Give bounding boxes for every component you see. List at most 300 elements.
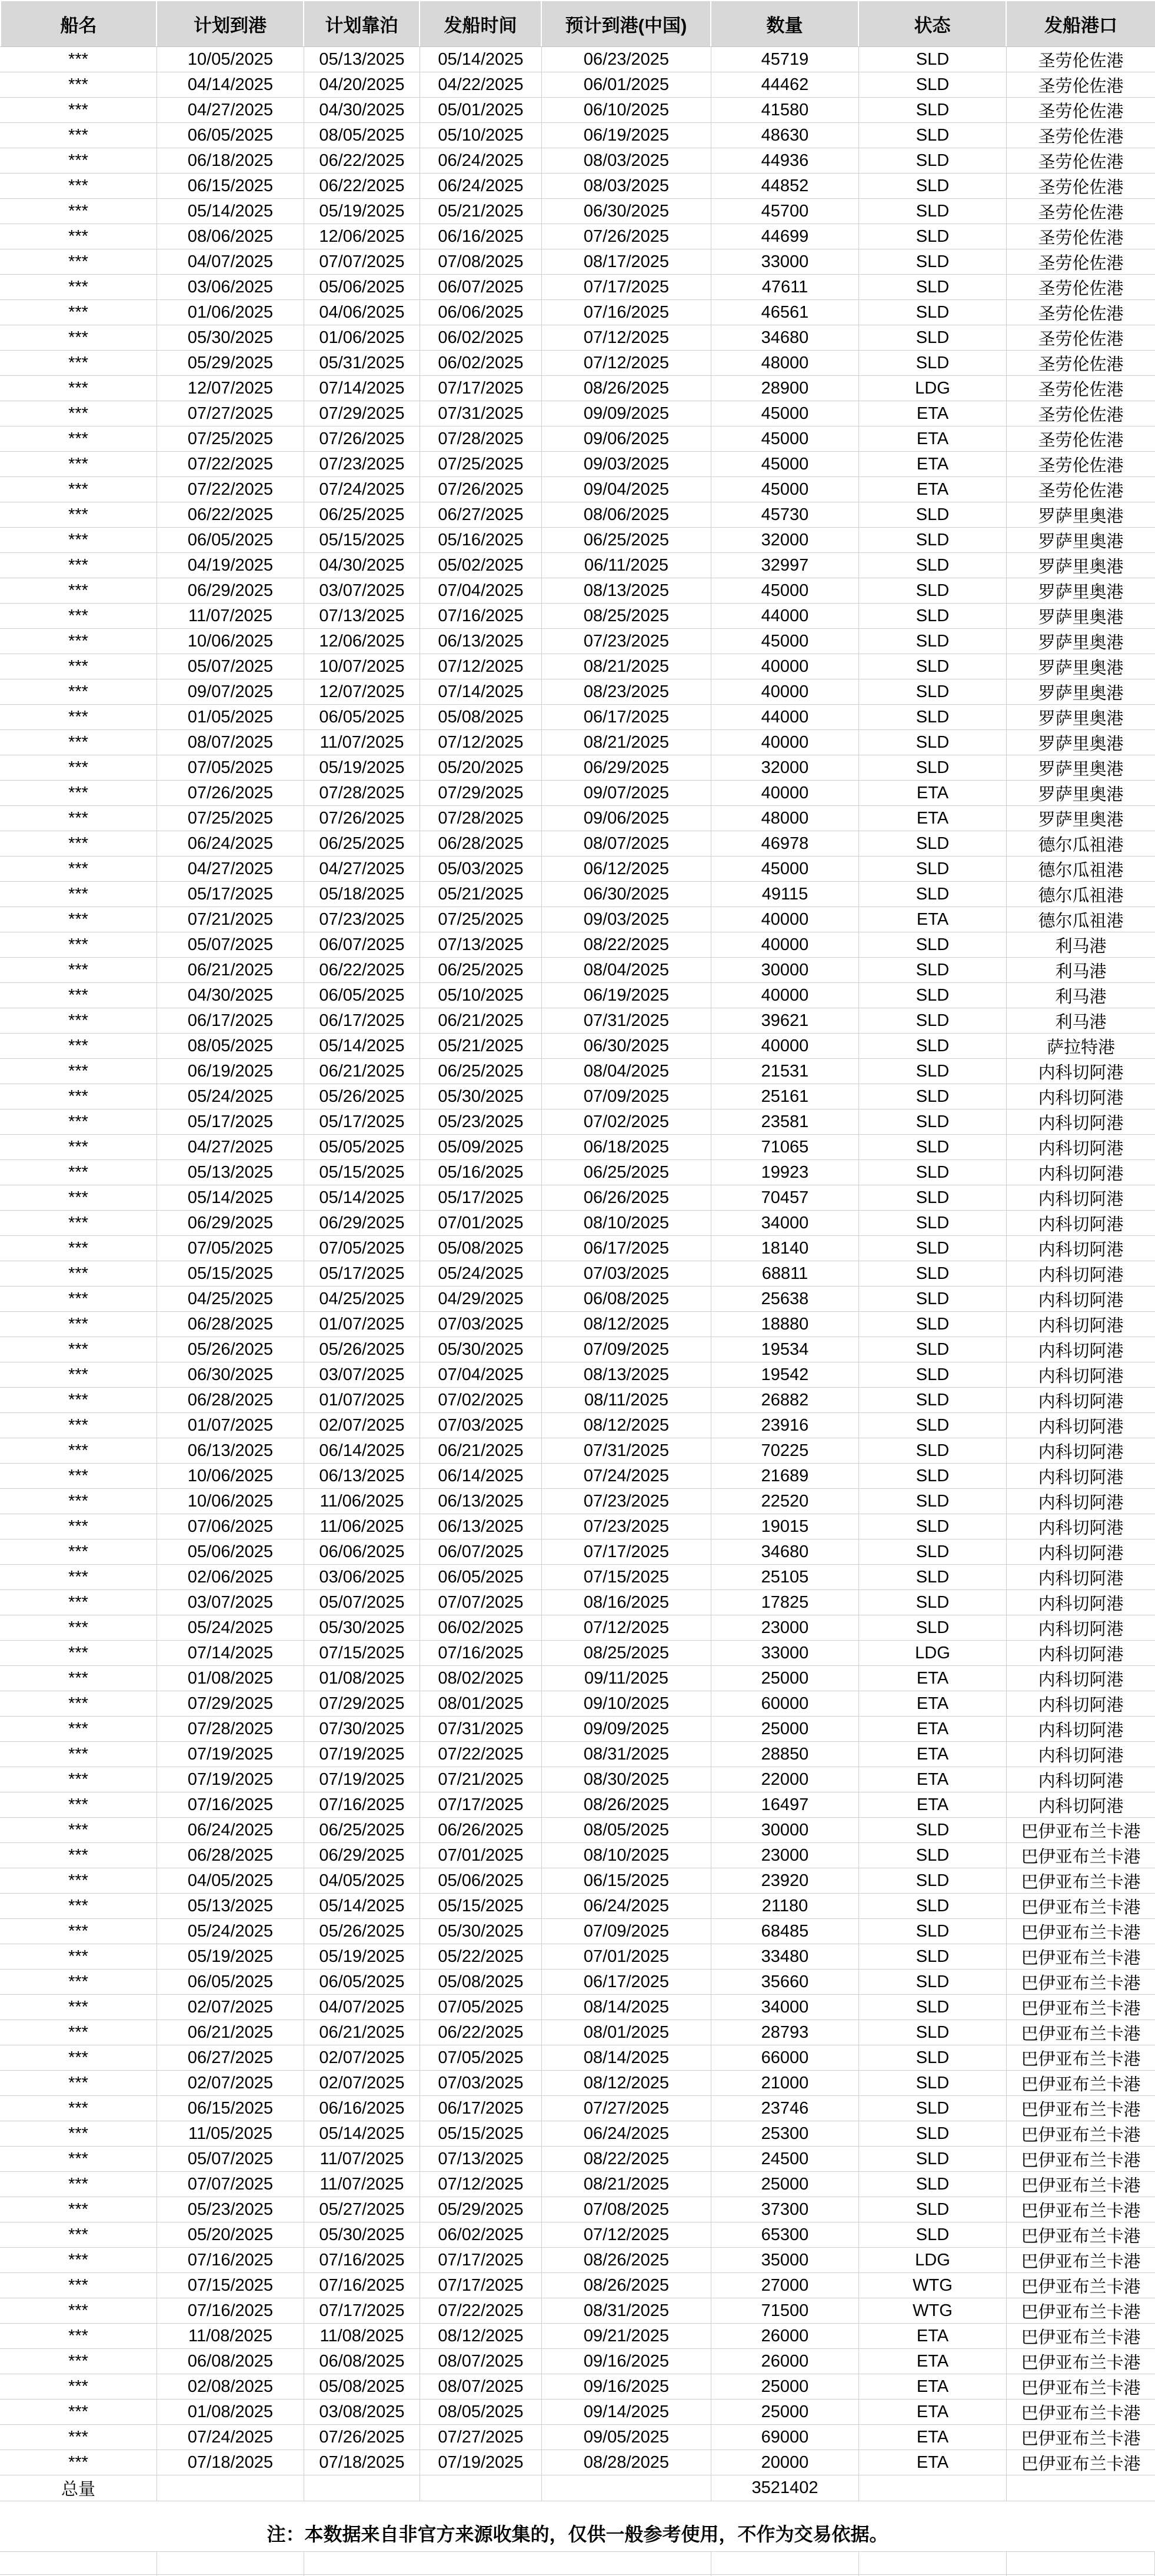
cell-quantity: 45700	[711, 199, 859, 224]
cell-quantity: 30000	[711, 958, 859, 982]
cell-ship-name: ***	[0, 1185, 157, 1210]
cell-departure-time: 06/25/2025	[420, 958, 542, 982]
cell-planned-berthing: 04/30/2025	[304, 98, 420, 122]
cell-eta-china: 06/08/2025	[542, 1287, 711, 1311]
cell-eta-china: 09/16/2025	[542, 2374, 711, 2399]
cell-planned-berthing: 01/07/2025	[304, 1312, 420, 1337]
cell-eta-china: 07/27/2025	[542, 2096, 711, 2121]
empty-cell	[859, 2552, 1007, 2576]
cell-departure-port: 利马港	[1055, 937, 1107, 956]
cell-planned-berthing: 04/05/2025	[304, 1868, 420, 1893]
cell-departure-port: 巴伊亚布兰卡港	[1021, 2176, 1141, 2195]
table-row	[0, 502, 1155, 528]
table-row	[0, 2197, 1155, 2222]
cell-ship-name: ***	[0, 1565, 157, 1589]
cell-planned-berthing: 02/07/2025	[304, 2071, 420, 2095]
cell-planned-berthing: 04/27/2025	[304, 857, 420, 881]
cell-status: LDG	[859, 1641, 1007, 1665]
cell-status: ETA	[859, 2425, 1007, 2450]
cell-departure-port: 内科切阿港	[1038, 1569, 1124, 1588]
table-row	[0, 1717, 1155, 1742]
cell-eta-china: 06/30/2025	[542, 199, 711, 224]
cell-ship-name: ***	[0, 2020, 157, 2045]
cell-planned-arrival: 11/05/2025	[157, 2121, 304, 2146]
cell-quantity: 44462	[711, 72, 859, 97]
table-row	[0, 781, 1155, 806]
cell-status: WTG	[859, 2298, 1007, 2323]
cell-departure-port: 巴伊亚布兰卡港	[1021, 2454, 1141, 2474]
table-row	[0, 1641, 1155, 1666]
cell-planned-arrival: 11/07/2025	[157, 604, 304, 628]
cell-departure-port: 巴伊亚布兰卡港	[1021, 2100, 1141, 2120]
cell-status: SLD	[859, 857, 1007, 881]
cell-planned-arrival: 09/07/2025	[157, 679, 304, 704]
cell-planned-berthing: 05/13/2025	[304, 47, 420, 72]
cell-status: SLD	[859, 1464, 1007, 1488]
cell-departure-port: 巴伊亚布兰卡港	[1021, 2201, 1141, 2221]
cell-departure-port: 巴伊亚布兰卡港	[1021, 2404, 1141, 2423]
cell-departure-port: 罗萨里奥港	[1038, 582, 1124, 602]
cell-departure-time: 05/30/2025	[420, 1084, 542, 1109]
cell-quantity: 34680	[711, 1539, 859, 1564]
cell-ship-name: ***	[0, 1818, 157, 1842]
cell-eta-china: 08/04/2025	[542, 1059, 711, 1084]
cell-planned-arrival: 05/24/2025	[157, 1615, 304, 1640]
cell-departure-time: 07/31/2025	[420, 401, 542, 426]
cell-planned-arrival: 05/14/2025	[157, 1185, 304, 1210]
cell-planned-arrival: 07/05/2025	[157, 1236, 304, 1261]
cell-departure-port: 圣劳伦佐港	[1038, 254, 1124, 273]
cell-departure-port: 罗萨里奥港	[1038, 734, 1124, 754]
cell-planned-arrival: 06/28/2025	[157, 1388, 304, 1412]
cell-departure-time: 05/14/2025	[420, 47, 542, 72]
cell-status: SLD	[859, 679, 1007, 704]
cell-departure-port: 圣劳伦佐港	[1038, 329, 1124, 349]
cell-quantity: 40000	[711, 932, 859, 957]
cell-eta-china: 08/10/2025	[542, 1843, 711, 1868]
cell-departure-time: 07/21/2025	[420, 1767, 542, 1792]
cell-planned-berthing: 04/30/2025	[304, 553, 420, 578]
table-row	[0, 1312, 1155, 1337]
cell-departure-time: 06/02/2025	[420, 325, 542, 350]
cell-eta-china: 07/23/2025	[542, 1514, 711, 1539]
table-row	[0, 1362, 1155, 1388]
cell-quantity: 19923	[711, 1160, 859, 1185]
cell-planned-arrival: 10/06/2025	[157, 1464, 304, 1488]
cell-departure-port: 内科切阿港	[1038, 1240, 1124, 1259]
table-header-row	[0, 0, 1155, 47]
cell-status: ETA	[859, 401, 1007, 426]
cell-quantity: 39621	[711, 1008, 859, 1033]
cell-departure-time: 06/02/2025	[420, 351, 542, 375]
cell-departure-time: 05/29/2025	[420, 2197, 542, 2222]
cell-planned-berthing: 06/29/2025	[304, 1211, 420, 1235]
cell-planned-arrival: 07/25/2025	[157, 806, 304, 831]
cell-quantity: 45000	[711, 452, 859, 476]
table-row	[0, 224, 1155, 249]
cell-eta-china: 08/31/2025	[542, 1742, 711, 1767]
cell-quantity: 32000	[711, 755, 859, 780]
cell-planned-arrival: 04/30/2025	[157, 983, 304, 1008]
cell-departure-time: 07/04/2025	[420, 1362, 542, 1387]
cell-planned-berthing: 06/13/2025	[304, 1464, 420, 1488]
cell-status: SLD	[859, 1362, 1007, 1387]
cell-planned-berthing: 07/16/2025	[304, 2273, 420, 2298]
cell-departure-port: 内科切阿港	[1038, 1721, 1124, 1740]
table-row	[0, 1843, 1155, 1868]
cell-departure-time: 07/25/2025	[420, 452, 542, 476]
table-row	[0, 1868, 1155, 1894]
table-row	[0, 932, 1155, 958]
cell-departure-port: 圣劳伦佐港	[1038, 152, 1124, 172]
cell-departure-port: 罗萨里奥港	[1038, 658, 1124, 678]
cell-ship-name: ***	[0, 426, 157, 451]
cell-quantity: 23000	[711, 1615, 859, 1640]
cell-planned-arrival: 05/23/2025	[157, 2197, 304, 2222]
cell-departure-port: 内科切阿港	[1038, 1518, 1124, 1538]
cell-ship-name: ***	[0, 1666, 157, 1691]
cell-planned-berthing: 06/22/2025	[304, 174, 420, 198]
cell-planned-arrival: 04/19/2025	[157, 553, 304, 578]
cell-ship-name: ***	[0, 1211, 157, 1235]
cell-departure-port: 巴伊亚布兰卡港	[1021, 2151, 1141, 2170]
cell-planned-berthing: 05/17/2025	[304, 1261, 420, 1286]
cell-departure-time: 06/02/2025	[420, 2222, 542, 2247]
table-row	[0, 1337, 1155, 1362]
cell-departure-port: 内科切阿港	[1038, 1619, 1124, 1639]
cell-ship-name: ***	[0, 224, 157, 249]
cell-departure-port: 巴伊亚布兰卡港	[1021, 1999, 1141, 2018]
cell-departure-time: 06/24/2025	[420, 174, 542, 198]
cell-ship-name: ***	[0, 2197, 157, 2222]
cell-ship-name: ***	[0, 275, 157, 299]
cell-ship-name: ***	[0, 2425, 157, 2450]
cell-eta-china: 08/16/2025	[542, 1590, 711, 1615]
cell-ship-name: ***	[0, 2248, 157, 2272]
cell-quantity: 41580	[711, 98, 859, 122]
cell-eta-china: 06/12/2025	[542, 857, 711, 881]
table-row	[0, 705, 1155, 730]
cell-quantity: 65300	[711, 2222, 859, 2247]
table-row	[0, 1261, 1155, 1287]
cell-eta-china: 06/25/2025	[542, 528, 711, 552]
header-eta-china: 预计到港(中国)	[542, 1, 711, 46]
cell-eta-china: 06/26/2025	[542, 1185, 711, 1210]
cell-status: SLD	[859, 2222, 1007, 2247]
cell-quantity: 21531	[711, 1059, 859, 1084]
table-row	[0, 1666, 1155, 1691]
cell-quantity: 33480	[711, 1944, 859, 1969]
table-row	[0, 1590, 1155, 1615]
cell-status: SLD	[859, 1615, 1007, 1640]
table-row	[0, 1034, 1155, 1059]
table-row	[0, 1565, 1155, 1590]
table-row	[0, 2147, 1155, 2172]
table-row	[0, 1514, 1155, 1539]
cell-departure-time: 05/01/2025	[420, 98, 542, 122]
cell-quantity: 46561	[711, 300, 859, 325]
cell-departure-port: 内科切阿港	[1038, 1215, 1124, 1234]
cell-planned-arrival: 06/13/2025	[157, 1438, 304, 1463]
cell-quantity: 44936	[711, 148, 859, 173]
cell-planned-arrival: 01/08/2025	[157, 1666, 304, 1691]
cell-departure-time: 07/17/2025	[420, 376, 542, 401]
cell-planned-arrival: 05/24/2025	[157, 1919, 304, 1944]
disclaimer-note: 注：本数据来自非官方来源收集的，仅供一般参考使用，不作为交易依据。	[267, 2524, 888, 2545]
cell-departure-time: 06/13/2025	[420, 629, 542, 654]
cell-departure-port: 罗萨里奥港	[1038, 532, 1124, 551]
cell-planned-arrival: 06/28/2025	[157, 1312, 304, 1337]
cell-departure-port: 内科切阿港	[1038, 1088, 1124, 1108]
cell-planned-berthing: 01/06/2025	[304, 325, 420, 350]
cell-ship-name: ***	[0, 2045, 157, 2070]
cell-planned-arrival: 07/14/2025	[157, 1641, 304, 1665]
table-row	[0, 578, 1155, 604]
cell-planned-berthing: 05/15/2025	[304, 1160, 420, 1185]
cell-departure-time: 05/10/2025	[420, 983, 542, 1008]
cell-quantity: 25638	[711, 1287, 859, 1311]
cell-planned-arrival: 05/29/2025	[157, 351, 304, 375]
cell-eta-china: 06/24/2025	[542, 1894, 711, 1918]
cell-status: ETA	[859, 1767, 1007, 1792]
cell-ship-name: ***	[0, 1312, 157, 1337]
cell-status: SLD	[859, 249, 1007, 274]
cell-quantity: 32997	[711, 553, 859, 578]
cell-ship-name: ***	[0, 1894, 157, 1918]
total-quantity-value: 3521402	[711, 2475, 859, 2501]
total-row	[0, 2475, 1155, 2501]
cell-status: SLD	[859, 730, 1007, 755]
cell-status: SLD	[859, 502, 1007, 527]
cell-planned-arrival: 06/24/2025	[157, 831, 304, 856]
cell-departure-port: 巴伊亚布兰卡港	[1021, 2353, 1141, 2372]
cell-ship-name: ***	[0, 174, 157, 198]
table-row	[0, 730, 1155, 755]
cell-eta-china: 07/23/2025	[542, 629, 711, 654]
cell-ship-name: ***	[0, 1944, 157, 1969]
cell-departure-port: 内科切阿港	[1038, 1771, 1124, 1791]
table-row	[0, 2400, 1155, 2425]
cell-departure-time: 06/02/2025	[420, 1615, 542, 1640]
cell-quantity: 26882	[711, 1388, 859, 1412]
cell-departure-time: 07/13/2025	[420, 2147, 542, 2171]
cell-quantity: 70225	[711, 1438, 859, 1463]
cell-planned-berthing: 07/19/2025	[304, 1742, 420, 1767]
cell-departure-port: 巴伊亚布兰卡港	[1021, 2050, 1141, 2069]
cell-planned-berthing: 07/29/2025	[304, 401, 420, 426]
cell-planned-arrival: 01/05/2025	[157, 705, 304, 729]
cell-planned-arrival: 07/29/2025	[157, 1691, 304, 1716]
cell-status: SLD	[859, 604, 1007, 628]
cell-ship-name: ***	[0, 2273, 157, 2298]
cell-planned-berthing: 06/05/2025	[304, 1970, 420, 1994]
cell-status: SLD	[859, 2071, 1007, 2095]
cell-departure-time: 07/19/2025	[420, 2450, 542, 2475]
cell-ship-name: ***	[0, 755, 157, 780]
cell-departure-time: 07/22/2025	[420, 1742, 542, 1767]
cell-departure-time: 05/21/2025	[420, 1034, 542, 1058]
cell-ship-name: ***	[0, 1160, 157, 1185]
cell-planned-arrival: 03/06/2025	[157, 275, 304, 299]
table-row	[0, 831, 1155, 857]
cell-ship-name: ***	[0, 730, 157, 755]
cell-departure-port: 圣劳伦佐港	[1038, 51, 1124, 71]
cell-quantity: 45000	[711, 401, 859, 426]
cell-eta-china: 08/17/2025	[542, 249, 711, 274]
cell-eta-china: 09/04/2025	[542, 477, 711, 502]
table-row	[0, 679, 1155, 705]
cell-departure-port: 内科切阿港	[1038, 1341, 1124, 1361]
table-row	[0, 1919, 1155, 1944]
cell-ship-name: ***	[0, 1767, 157, 1792]
cell-planned-arrival: 05/13/2025	[157, 1894, 304, 1918]
cell-status: SLD	[859, 1539, 1007, 1564]
cell-eta-china: 08/12/2025	[542, 2071, 711, 2095]
table-row	[0, 376, 1155, 401]
cell-departure-time: 04/29/2025	[420, 1287, 542, 1311]
cell-planned-arrival: 07/19/2025	[157, 1767, 304, 1792]
cell-quantity: 48000	[711, 806, 859, 831]
cell-ship-name: ***	[0, 1615, 157, 1640]
cell-planned-berthing: 01/07/2025	[304, 1388, 420, 1412]
cell-eta-china: 08/11/2025	[542, 1388, 711, 1412]
cell-departure-time: 05/20/2025	[420, 755, 542, 780]
cell-quantity: 33000	[711, 1641, 859, 1665]
cell-planned-arrival: 07/22/2025	[157, 477, 304, 502]
cell-status: SLD	[859, 1970, 1007, 1994]
cell-planned-berthing: 05/19/2025	[304, 199, 420, 224]
cell-eta-china: 07/24/2025	[542, 1464, 711, 1488]
table-row	[0, 477, 1155, 502]
header-departure-time: 发船时间	[420, 1, 542, 46]
cell-planned-arrival: 06/05/2025	[157, 123, 304, 148]
cell-departure-port: 圣劳伦佐港	[1038, 127, 1124, 146]
cell-planned-arrival: 08/05/2025	[157, 1034, 304, 1058]
table-row	[0, 249, 1155, 275]
cell-quantity: 25300	[711, 2121, 859, 2146]
cell-departure-time: 07/26/2025	[420, 477, 542, 502]
cell-departure-port: 德尔瓜祖港	[1038, 835, 1124, 855]
cell-planned-arrival: 08/06/2025	[157, 224, 304, 249]
cell-ship-name: ***	[0, 857, 157, 881]
cell-planned-berthing: 03/07/2025	[304, 578, 420, 603]
cell-departure-port: 利马港	[1055, 962, 1107, 981]
cell-planned-arrival: 07/25/2025	[157, 426, 304, 451]
table-row	[0, 2121, 1155, 2147]
cell-planned-arrival: 04/07/2025	[157, 249, 304, 274]
cell-planned-berthing: 06/17/2025	[304, 1008, 420, 1033]
cell-ship-name: ***	[0, 2096, 157, 2121]
cell-planned-arrival: 07/21/2025	[157, 907, 304, 932]
cell-ship-name: ***	[0, 705, 157, 729]
cell-planned-arrival: 07/28/2025	[157, 1717, 304, 1741]
cell-planned-arrival: 04/27/2025	[157, 1135, 304, 1159]
cell-status: ETA	[859, 907, 1007, 932]
cell-quantity: 71500	[711, 2298, 859, 2323]
cell-ship-name: ***	[0, 477, 157, 502]
cell-eta-china: 08/22/2025	[542, 932, 711, 957]
table-row	[0, 553, 1155, 578]
cell-planned-berthing: 11/07/2025	[304, 730, 420, 755]
cell-eta-china: 06/23/2025	[542, 47, 711, 72]
cell-quantity: 30000	[711, 1818, 859, 1842]
cell-departure-time: 08/05/2025	[420, 2400, 542, 2424]
cell-quantity: 45730	[711, 502, 859, 527]
cell-planned-arrival: 07/06/2025	[157, 1514, 304, 1539]
cell-departure-time: 07/12/2025	[420, 654, 542, 679]
cell-departure-port: 圣劳伦佐港	[1038, 304, 1124, 324]
cell-planned-berthing: 05/26/2025	[304, 1084, 420, 1109]
cell-planned-berthing: 02/07/2025	[304, 2045, 420, 2070]
cell-status: SLD	[859, 1084, 1007, 1109]
total-empty-cell	[542, 2475, 711, 2501]
table-row	[0, 1691, 1155, 1717]
cell-planned-berthing: 07/16/2025	[304, 2248, 420, 2272]
cell-status: SLD	[859, 654, 1007, 679]
cell-planned-berthing: 05/26/2025	[304, 1919, 420, 1944]
cell-status: ETA	[859, 2324, 1007, 2348]
cell-planned-arrival: 05/20/2025	[157, 2222, 304, 2247]
cell-status: SLD	[859, 1843, 1007, 1868]
cell-planned-berthing: 08/05/2025	[304, 123, 420, 148]
cell-status: ETA	[859, 2349, 1007, 2374]
table-row	[0, 123, 1155, 148]
cell-status: ETA	[859, 2450, 1007, 2475]
cell-departure-port: 圣劳伦佐港	[1038, 456, 1124, 475]
cell-ship-name: ***	[0, 1464, 157, 1488]
cell-departure-time: 07/16/2025	[420, 1641, 542, 1665]
cell-departure-port: 巴伊亚布兰卡港	[1021, 2227, 1141, 2246]
cell-ship-name: ***	[0, 376, 157, 401]
cell-eta-china: 07/09/2025	[542, 1337, 711, 1362]
cell-planned-berthing: 07/29/2025	[304, 1691, 420, 1716]
cell-planned-berthing: 11/06/2025	[304, 1514, 420, 1539]
cell-departure-time: 06/21/2025	[420, 1438, 542, 1463]
cell-departure-port: 圣劳伦佐港	[1038, 178, 1124, 197]
cell-planned-berthing: 03/08/2025	[304, 2400, 420, 2424]
cell-ship-name: ***	[0, 2349, 157, 2374]
cell-planned-arrival: 02/07/2025	[157, 2071, 304, 2095]
cell-status: SLD	[859, 1211, 1007, 1235]
cell-ship-name: ***	[0, 1413, 157, 1438]
header-planned-arrival: 计划到港	[157, 1, 304, 46]
empty-cell	[0, 2552, 157, 2576]
cell-planned-arrival: 11/08/2025	[157, 2324, 304, 2348]
cell-departure-time: 07/01/2025	[420, 1843, 542, 1868]
cell-planned-berthing: 06/25/2025	[304, 1818, 420, 1842]
table-row	[0, 1944, 1155, 1970]
cell-departure-time: 07/05/2025	[420, 2045, 542, 2070]
cell-departure-port: 罗萨里奥港	[1038, 785, 1124, 804]
cell-departure-time: 06/13/2025	[420, 1514, 542, 1539]
cell-planned-berthing: 05/08/2025	[304, 2374, 420, 2399]
cell-quantity: 35000	[711, 2248, 859, 2272]
cell-departure-time: 07/05/2025	[420, 1995, 542, 2020]
cell-planned-berthing: 04/20/2025	[304, 72, 420, 97]
table-row	[0, 275, 1155, 300]
cell-planned-berthing: 05/30/2025	[304, 1615, 420, 1640]
cell-planned-berthing: 06/07/2025	[304, 932, 420, 957]
cell-departure-time: 07/22/2025	[420, 2298, 542, 2323]
cell-status: ETA	[859, 1717, 1007, 1741]
cell-ship-name: ***	[0, 2298, 157, 2323]
cell-ship-name: ***	[0, 300, 157, 325]
cell-eta-china: 08/12/2025	[542, 1312, 711, 1337]
cell-quantity: 21000	[711, 2071, 859, 2095]
cell-planned-arrival: 06/21/2025	[157, 2020, 304, 2045]
cell-departure-time: 05/09/2025	[420, 1135, 542, 1159]
cell-eta-china: 08/21/2025	[542, 654, 711, 679]
